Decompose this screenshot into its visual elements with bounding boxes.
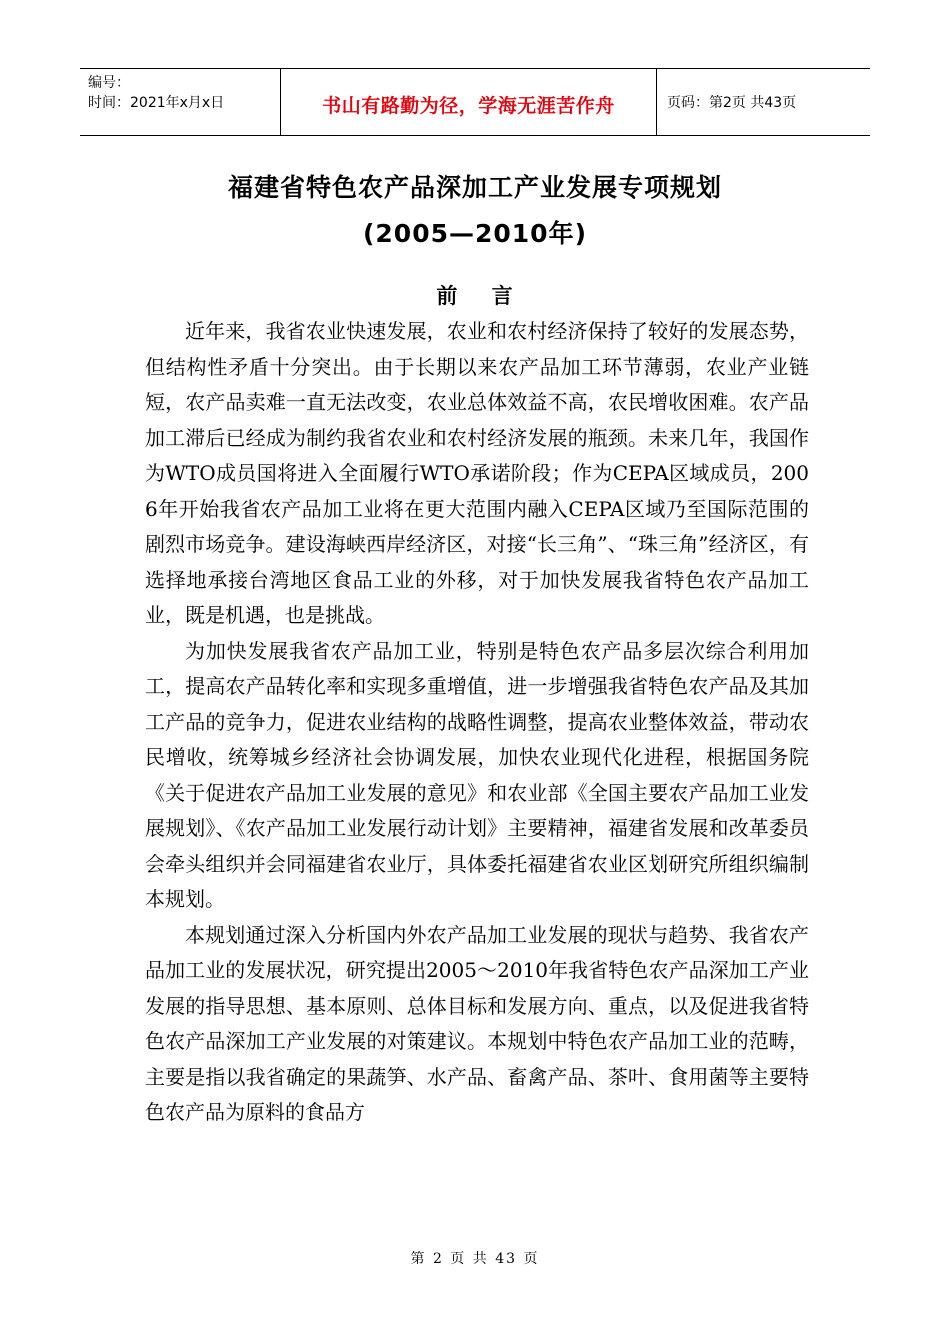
- header-motto: 书山有路勤为径，学海无涯苦作舟: [322, 94, 615, 117]
- document-period: (2005—2010年): [362, 219, 587, 248]
- paragraph: 本规划通过深入分析国内外农产品加工业发展的现状与趋势、我省农产品加工业的发展状况，研究提出2005～2010年我省特色农产品深加工产业发展的指导思想、基本原则、总体目标和发展方向、重点，以及促进我省特色农产品深加工产业发展的对策建议。本规划中特色农产品加工业的范畴，主要是指以我省确定的果蔬笋、水产品、畜禽产品、茶叶、食用菌等主要特色农产品为原料的食品方: [145, 922, 809, 1124]
- document-number-label: 编号：: [88, 75, 130, 91]
- paragraph: 近年来，我省农业快速发展，农业和农村经济保持了较好的发展态势，但结构性矛盾十分突出。由于长期以来农产品加工环节薄弱，农业产业链短，农产品卖难一直无法改变，农业总体效益不高，农民增收困难。农产品加工滞后已经成为制约我省农业和农村经济发展的瓶颈。未来几年，我国作为WTO成员国将进入全面履行WTO承诺阶段；作为CEPA区域成员，2006年开始我省农产品加工业将在更大范围内融入CEPA区域乃至国际范围的剧烈市场竞争。建设海峡西岸经济区，对接“长三角”、“珠三角”经济区，有选择地承接台湾地区食品工业的外移，对于加快发展我省特色农产品加工业，既是机遇，也是挑战。: [145, 319, 809, 627]
- header-page-cell: [657, 69, 870, 135]
- document-time-label: 时间：2021年x月x日: [88, 95, 225, 111]
- header-page-label: 页码：第2页 共43页: [667, 95, 797, 111]
- page-header: [80, 68, 870, 136]
- paragraph: 为加快发展我省农产品加工业，特别是特色农产品多层次综合利用加工，提高农产品转化率和实现多重增值，进一步增强我省特色农产品及其加工产品的竞争力，促进农业结构的战略性调整，提高农业整体效益，带动农民增收，统筹城乡经济社会协调发展，加快农业现代化进程，根据国务院《关于促进农产品加工业发展的意见》和农业部《全国主要农产品加工业发展规划》、《农产品加工业发展行动计划》主要精神，福建省发展和改革委员会牵头组织并会同福建省农业厅，具体委托福建省农业区划研究所组织编制本规划。: [145, 638, 809, 911]
- document-title: 福建省特色农产品深加工产业发展专项规划: [227, 173, 722, 202]
- section-heading-preface: 前 言: [436, 284, 514, 308]
- page-footer-number: 第 2 页 共 43 页: [410, 1251, 540, 1267]
- document-body: [145, 314, 809, 1131]
- header-motto-cell: [281, 69, 657, 135]
- header-info-cell: [80, 69, 281, 135]
